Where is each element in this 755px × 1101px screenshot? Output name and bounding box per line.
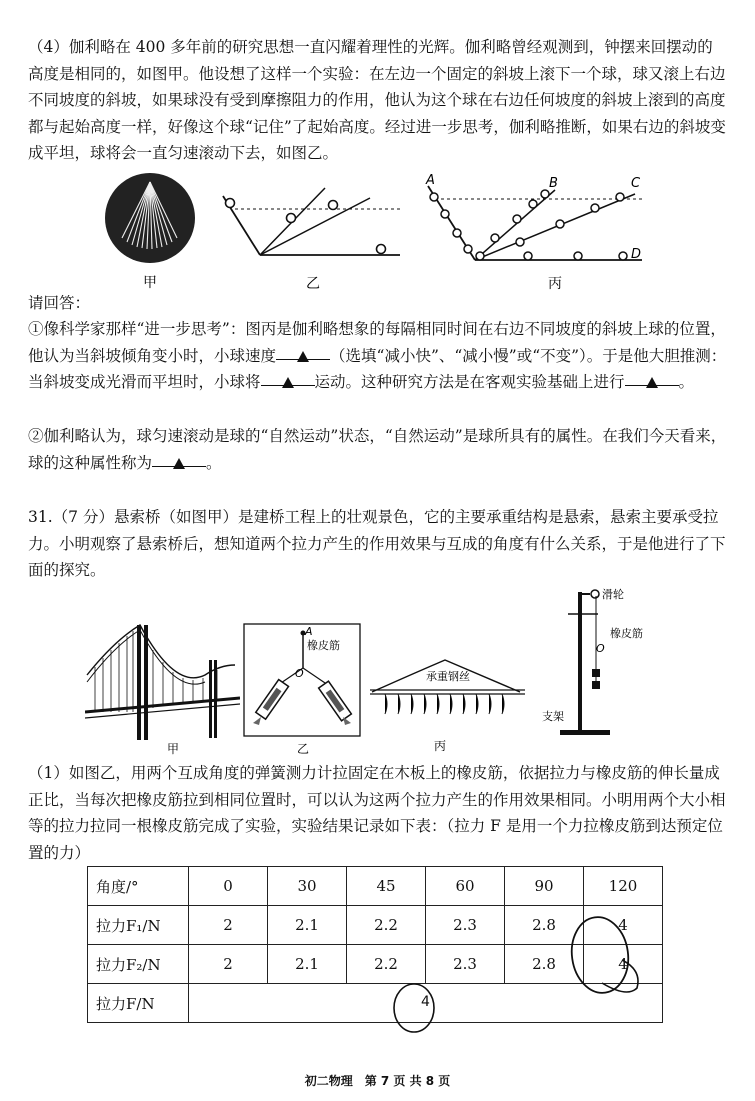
table-cell: 90 (505, 867, 584, 906)
fig31-yi-label: 乙 (296, 742, 310, 756)
figure-cable (370, 630, 525, 755)
table-cell: 2.2 (347, 945, 426, 984)
label-pulley: 滑轮 (602, 588, 624, 601)
figure-pulley-stand (538, 584, 668, 744)
label-A-31: A (305, 625, 313, 638)
galileo-paragraph: （4）伽利略在 400 多年前的研究思想一直闪耀着理性的光辉。伽利略曾经观测到，钟摆来回摆动的高度是相同的，如图甲。他设想了这样一个实验：在左边一个固定的斜坡上滚下一个球，球又滚上右边不同坡度的斜坡，如果球没有受到摩擦阻力的作用，他认为这个球在右边任何坡度的斜坡上滚到的高度都与起始高度一样，好像这个球“记住”了起始高度。经过进一步思考，伽利略推断，如果右边的斜坡变成平坦，球将会一直匀速滚动下去，如图乙。 (28, 38, 726, 162)
table-cell: 2.1 (268, 906, 347, 945)
label-D: D (631, 247, 642, 262)
fig-bing-label: 丙 (548, 276, 562, 292)
label-O-2: O (596, 642, 605, 655)
triangle-marker-icon (646, 377, 658, 388)
fig-jia-label: 甲 (143, 275, 157, 291)
table-cell: 2.3 (426, 906, 505, 945)
label-O: O (295, 667, 304, 680)
q31-intro: 31.（7 分）悬索桥（如图甲）是建桥工程上的壮观景色，它的主要承重结构是悬索，悬索主要承受拉力。小明观察了悬索桥后，想知道两个拉力产生的作用效果与互成的角度有什么关系，于是他进行了下面的探究。 (28, 508, 726, 579)
table-cell: 4 (584, 945, 663, 984)
answer-blank[interactable] (625, 369, 679, 386)
label-rubber-band: 橡皮筋 (307, 639, 340, 652)
fig31-bing-label: 丙 (433, 739, 447, 753)
label-cable: 承重钢丝 (426, 670, 470, 683)
handwritten-answer: 4 (421, 994, 430, 1010)
question-item-1: ①像科学家那样“进一步思考”：图丙是伽利略想象的每隔相同时间在右边不同坡度的斜坡上球的位置，他认为当斜坡倾角变小时，小球速度 （选填“减小快”、“减小慢”或“不变”）。于是他大胆推测：当斜坡变成光滑而平坦时，小球将 运动。这种研究方法是在客观实验基础上进行 。 (28, 320, 727, 391)
table-cell: 2.8 (505, 906, 584, 945)
row-label-f2: 拉力F₂/N (88, 945, 189, 984)
label-stand: 支架 (542, 710, 564, 723)
figure-ramps-bing (420, 172, 650, 292)
triangle-marker-icon (173, 458, 185, 469)
answer-prompt: 请回答： (28, 294, 91, 312)
triangle-marker-icon (282, 377, 294, 388)
label-B: B (549, 176, 558, 191)
figure-pendulum (100, 172, 200, 292)
q31-part1: （1）如图乙，用两个互成角度的弹簧测力计拉固定在木板上的橡皮筋，依据拉力与橡皮筋的伸长量成正比，当每次把橡皮筋拉到相同位置时，可以认为这两个拉力产生的作用效果相同。小明用两个大小相等的拉力拉同一根橡皮筋完成了实验，实验结果记录如下表：（拉力 F 是用一个力拉橡皮筋到达预定位置的力） (28, 764, 726, 862)
row-label-f: 拉力F/N (88, 984, 189, 1023)
label-C: C (631, 176, 641, 191)
table-cell: 30 (268, 867, 347, 906)
table-cell: 2.3 (426, 945, 505, 984)
figure-suspension-bridge (85, 620, 240, 755)
fig-yi-label: 乙 (306, 276, 320, 292)
handwritten-circles (390, 900, 660, 1050)
answer-blank[interactable] (152, 450, 206, 467)
table-cell: 2.2 (347, 906, 426, 945)
answer-blank[interactable] (261, 369, 315, 386)
figure-ramps-yi (215, 180, 405, 292)
answer-blank[interactable] (276, 343, 330, 360)
table-cell: 2.1 (268, 945, 347, 984)
page-footer: 初二物理 第 7 页 共 8 页 (304, 1074, 451, 1088)
triangle-marker-icon (297, 351, 309, 362)
table-cell: 120 (584, 867, 663, 906)
row-label-f1: 拉力F₁/N (88, 906, 189, 945)
table-cell: 4 (584, 906, 663, 945)
table-cell: 45 (347, 867, 426, 906)
table-cell: 2 (189, 945, 268, 984)
row-label-angle: 角度/° (88, 867, 189, 906)
question-item-2: ②伽利略认为，球匀速滚动是球的“自然运动”状态，“自然运动”是球所具有的属性。在我们今天看来，球的这种属性称为 。 (28, 427, 727, 472)
table-cell: 2 (189, 906, 268, 945)
label-rubber-band-2: 橡皮筋 (610, 627, 643, 640)
fig31-jia-label: 甲 (166, 742, 180, 755)
table-cell: 0 (189, 867, 268, 906)
table-cell: 2.8 (505, 945, 584, 984)
figure-spring-scales (243, 623, 363, 758)
label-A: A (426, 173, 435, 188)
table-cell: 60 (426, 867, 505, 906)
